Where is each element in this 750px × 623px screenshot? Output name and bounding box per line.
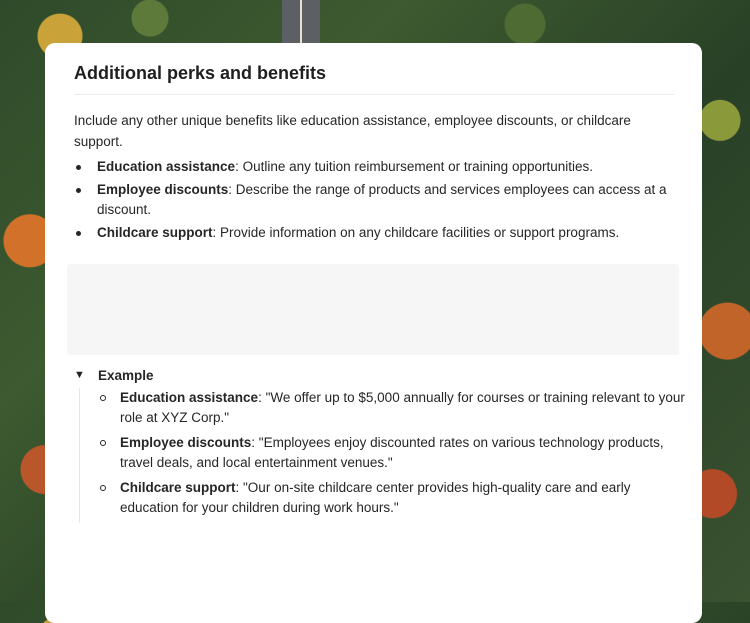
bullet-term: Childcare support: [97, 225, 213, 240]
section-title: Additional perks and benefits: [74, 63, 327, 83]
bullet-text: : Outline any tuition reimbursement or training opportunities.: [235, 159, 593, 174]
bullet-text: : Provide information on any childcare facilities or support programs.: [212, 225, 620, 240]
list-item: [74, 157, 674, 177]
list-item: [74, 223, 674, 243]
bullet-text: : Describe the range of products and services employees can access at a discount.: [97, 182, 667, 217]
title-divider: [74, 94, 674, 95]
hollow-bullet-icon: [100, 485, 106, 491]
bullet-dot: [76, 165, 81, 170]
example-term: Childcare support: [120, 480, 236, 495]
section-intro: Include any other unique benefits like education assistance, employee discounts, or childcare support.: [74, 113, 631, 149]
list-item: [100, 433, 690, 473]
example-list: [100, 388, 690, 518]
list-item: [100, 478, 690, 518]
bullet-dot: [76, 231, 81, 236]
example-text: : "Our on-site childcare center provides high-quality care and early education for your children during work hours.": [120, 480, 631, 515]
background-road: [282, 0, 320, 46]
benefits-list: [74, 157, 674, 246]
bullet-dot: [76, 188, 81, 193]
empty-placeholder-block: [67, 264, 679, 355]
list-item: [100, 388, 690, 428]
example-toggle[interactable]: [74, 365, 154, 385]
hollow-bullet-icon: [100, 440, 106, 446]
example-content: [79, 388, 690, 523]
hollow-bullet-icon: [100, 395, 106, 401]
content-card: [45, 43, 702, 623]
bullet-term: Education assistance: [97, 159, 236, 174]
caret-down-icon[interactable]: ▼: [74, 369, 85, 381]
bullet-term: Employee discounts: [97, 182, 229, 197]
example-term: Education assistance: [120, 390, 259, 405]
example-term: Employee discounts: [120, 435, 252, 450]
example-text: : "Employees enjoy discounted rates on various technology products, travel deals, and local entertainment venues.": [120, 435, 664, 470]
list-item: [74, 180, 674, 220]
example-text: : "We offer up to $5,000 annually for courses or training relevant to your role at XYZ Corp.": [120, 390, 685, 425]
example-toggle-label[interactable]: Example: [98, 367, 154, 383]
